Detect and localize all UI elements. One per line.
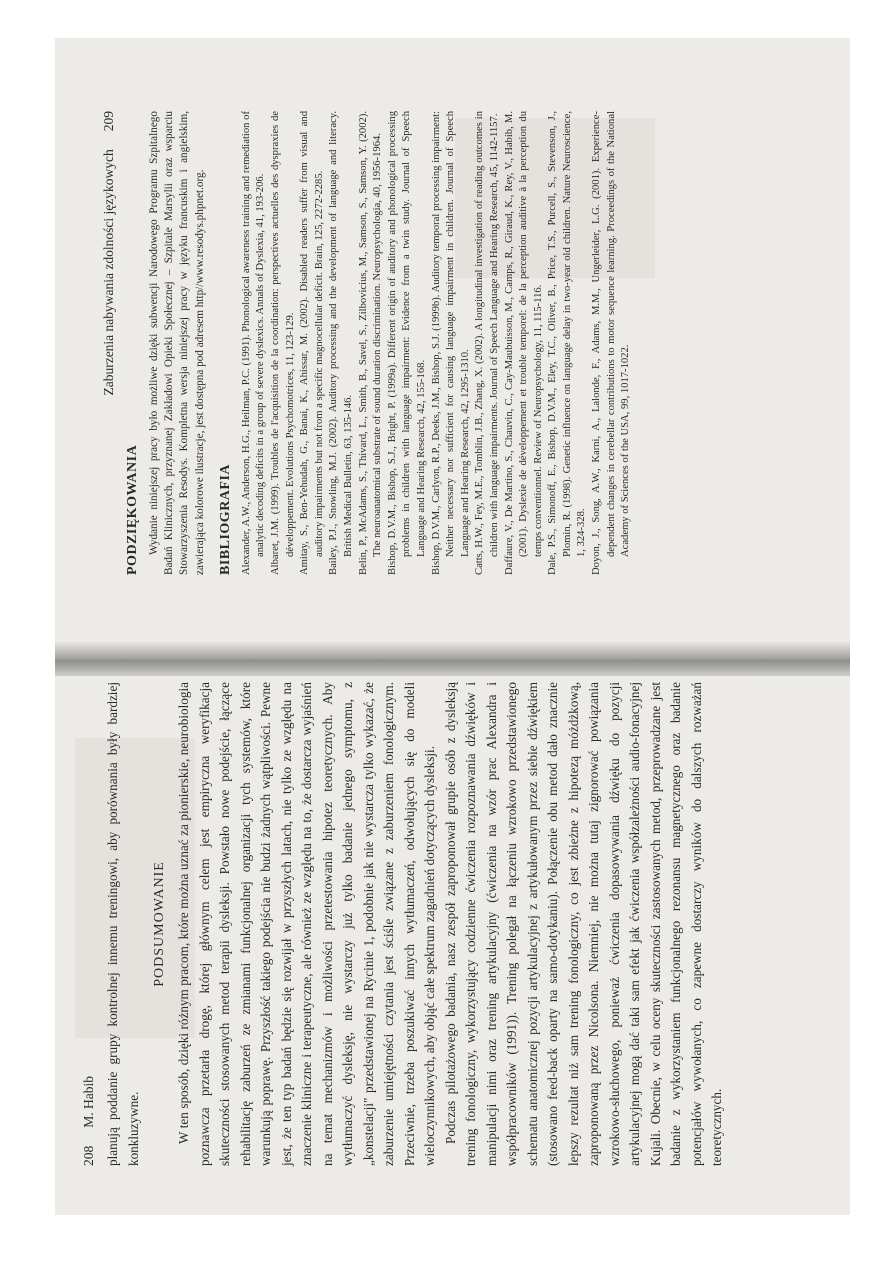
page-208 <box>75 654 790 1194</box>
reference-item: Bailey, P.J., Snowling, M.J. (2002). Auditory processing and the development of language and literacy. British Medical Bulletin, 63, 135-146. <box>328 111 354 575</box>
section-title-summary: PODSUMOWANIE <box>152 861 167 987</box>
reference-item: Daffaure, V., De Martino, S., Chauvin, C., Cay-Maubuisson, M., Camps, R., Giraud, K., Rey, V., Habib, M. (2001). Dyslexie de développement et trouble temporel: de la perception auditive à la perception du temps conventionnel. Review of Neuropsychology, 11, 115-116. <box>503 111 544 575</box>
summary-paragraph-1: W ten sposób, dzięki różnym pracom, które można uznać za pionierskie, neurobiologia poznawcza przetarła drogę, której głównym celem jest empiryczna weryfikacja skuteczności stosowanych metod terapii dysleksji. Powstało nowe podejście, łączące rehabilitację zaburzeń ze zmianami funkcjonalnej organizacji tych systemów, które warunkują poprawę. Przyszłość takiego podejścia nie budzi żadnych wątpliwości. Pewne jest, że ten typ badań będzie się rozwijał w przyszłych latach, nie tylko ze względu na znaczenie kliniczne i terapeutyczne, ale również ze względu na to, że dostarcza wyjaśnień na temat mechanizmów i możliwości przetestowania hipotez teoretycznych. Aby wytłumaczyć dysleksję, nie wystarczy już tylko badanie jednego symptomu, z „konstelacji" przedstawionej na Rycinie 1, podobnie jak nie wystarcza tylko wykazać, że zaburzenie umiejętności czytania jest ściśle związane z zaburzeniem fonologicznym. Przeciwnie, trzeba poszukiwać innych wytłumaczeń, odwołujących się do modeli wieloczynnikowych, aby objąć całe spektrum zagadnień dotyczących dysleksji. <box>176 682 437 1166</box>
reference-item: Alexander, A.W., Anderson, H.G., Heilman, P.C. (1991). Phonological awareness training and remediation of analytic decoding deficits in a group of severe dyslexics. Annals of Dyslexia, 41, 193-206. <box>240 111 267 575</box>
summary-paragraph-2: Podczas pilotażowego badania, nasz zespół zaproponował grupie osób z dysleksją trening fonologiczny, wykorzystujący codzienne ćwiczenia rozpoznawania dźwięków i manipulacji nimi oraz trening artykulacyjny (ćwiczenia na wzór prac Alexandra i współpracowników (1991)). Trening polegał na łączeniu wzrokowo przedstawionego schematu anatomicznej pozycji artykulacyjnej z artykułowanym przez siebie dźwiękiem (stosowano feed-back oparty na samo-dotykaniu). Połączenie obu metod dało znacznie lepszy rezultat niż sam trening fonologiczny, co jest zbieżne z hipotezą móżdżkową, zaproponowaną przez Nicolsona. Niemniej, nie można tutaj zignorować powiązania wzrokowo-słuchowego, ponieważ ćwiczenia dopasowywania dźwięku do pozycji artykulacyjnej mogą dać taki sam efekt jak ćwiczenia współzależności audio-fonacyjnej Kujali. Obecnie, w celu oceny skuteczności zastosowanych metod, przeprowadzane jest badanie z wykorzystaniem funkcjonalnego rezonansu magnetycznego oraz badanie potencjałów wywołanych, co zapewne dostarczy wyników do dalszych rozważań teoretycznych. <box>442 682 724 1166</box>
running-head-title: Zaburzenia nabywania zdolności językowych <box>101 149 116 396</box>
running-head-author: M. Habib <box>81 1076 96 1128</box>
scanned-book-spread <box>55 38 850 1215</box>
reference-item: Doyon, J., Song, A.W., Karni, A., Lalonde, F., Adams, M.M., Ungerleider, L.G. (2001). Experience-dependent changes in cerebellar contributions to motor sequence learning. Proceedings of the National Academy of Sciences of the USA, 99, 1017-1022. <box>591 111 632 575</box>
running-head-right <box>101 111 117 575</box>
reference-item: Catts, H.W., Fey, M.E., Tomblin, J.B., Zhang, X. (2002). A longitudinal investigation of reading outcomes in children with language impairments. Journal of Speech Language and Hearing Research, 45, 1142-1157. <box>474 111 500 575</box>
page-209 <box>95 83 810 603</box>
page-number-left: 208 <box>81 1145 96 1166</box>
reference-item: Albaret, J.M. (1999). Troubles de l'acquisition de la coordination: perspectives actuelles des dyspraxies de développement. Evolutions Psychomotrices, 11, 123-129. <box>270 111 296 575</box>
bibliography-title: BIBLIOGRAFIA <box>217 463 233 575</box>
reference-item: Bishop, D.V.M., Bishop, S.J., Bright, P. (1999a). Different origin of auditory and phonological processing problems in children with language impairment: Evidence from a twin study. Journal of Speech Language and Hearing Research, 42, 155-168. <box>386 111 427 575</box>
reference-item: Dale, P.S., Simonoff, E., Bishop, D.V.M., Eley, T.C., Oliver, B., Price, T.S., Purcell, S., Stevenson, J., Plomin, R. (1998). Genetic influence on language delay in two-year old children. Nature Neuroscience, 1, 324-328. <box>547 111 588 575</box>
reference-item: Amitay, S., Ben-Yehudah, G., Banai, K., Ahissar, M. (2002). Disabled readers suffer from visual and auditory impairments but not from a specific magnocellular deficit. Brain, 125, 2272-2285. <box>299 111 325 575</box>
reference-item: Bishop, D.V.M., Carlyon, R.P., Deeks, J.M., Bishop, S.J. (1999b). Auditory temporal processing impairment: Neither necessary nor sufficient for causing language impairment in children. Journal of Speech Language and Hearing Research, 42, 1295-1310. <box>430 111 471 575</box>
intro-paragraph: planują poddanie grupy kontrolnej innemu treningowi, aby porównania były bardziej konkluzywne. <box>105 682 141 1166</box>
ack-text: Wydanie niniejszej pracy było możliwe dzięki subwencji Narodowego Programu Szpitalnego Badań Klinicznych, przyznanej Zakładowi Opieki Społecznej – Szpitale Marsylii oraz wsparciu Stowarzyszenia Resodys. Kompletna wersja niniejszej pracy w języku francuskim i angielskim, zawierająca kolorowe ilustracje, jest dostępna pod adresem http//www.resodys.phpnet.org. <box>148 111 206 575</box>
reference-list <box>240 111 634 575</box>
ack-title: PODZIĘKOWANIA <box>125 444 140 575</box>
reference-item: Belin, P., McAdams, S., Thivard, L., Smith, B., Savel, S., Zilbovicius, M., Samson, S., Samson, Y. (2002). The neuroanatomical substrate of sound duration discrimination. Neuropsychologia, 40, 1956-1964. <box>357 111 384 575</box>
running-head-left <box>81 682 97 1166</box>
page-number-right: 209 <box>101 111 116 132</box>
